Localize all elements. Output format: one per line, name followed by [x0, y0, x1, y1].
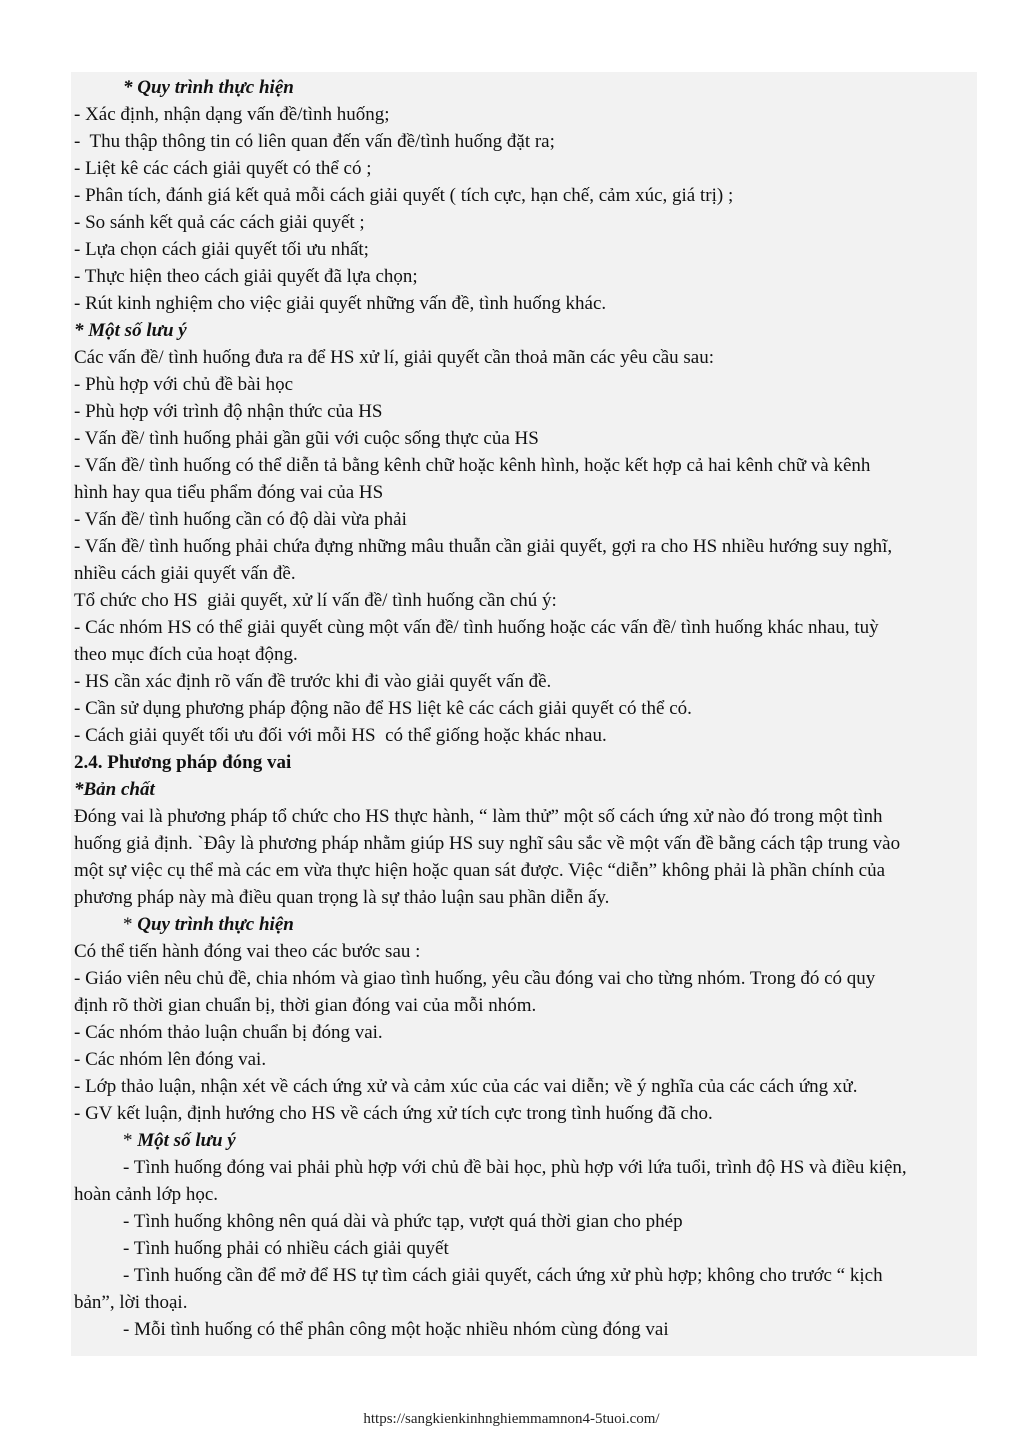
- paragraph-line: - Giáo viên nêu chủ đề, chia nhóm và giao tình huống, yêu cầu đóng vai cho từng nhóm. Trong đó có quy: [74, 968, 876, 989]
- paragraph-line: phương pháp này mà điều quan trọng là sự thảo luận sau phần diễn ấy.: [74, 887, 610, 908]
- heading-marker: *: [123, 914, 138, 935]
- paragraph-line: Tổ chức cho HS giải quyết, xử lí vấn đề/ tình huống cần chú ý:: [74, 590, 557, 611]
- paragraph-line: - Tình huống không nên quá dài và phức tạp, vượt quá thời gian cho phép: [123, 1211, 683, 1232]
- paragraph-line: - Lớp thảo luận, nhận xét về cách ứng xử và cảm xúc của các vai diễn; về ý nghĩa của các cách ứng xử.: [74, 1076, 858, 1097]
- paragraph-line: - Vấn đề/ tình huống có thể diễn tả bằng kênh chữ hoặc kênh hình, hoặc kết hợp cả hai kênh chữ và kênh: [74, 455, 871, 476]
- paragraph-line: - Tình huống đóng vai phải phù hợp với chủ đề bài học, phù hợp với lứa tuổi, trình độ HS và điều kiện,: [123, 1157, 907, 1178]
- section-heading: *Bản chất: [74, 779, 155, 800]
- paragraph-line: bản”, lời thoại.: [74, 1292, 188, 1313]
- section-title: 2.4. Phương pháp đóng vai: [74, 752, 292, 773]
- paragraph-line: hoàn cảnh lớp học.: [74, 1184, 219, 1205]
- section-heading: * Một số lưu ý: [74, 320, 187, 341]
- paragraph-line: - Liệt kê các cách giải quyết có thể có ;: [74, 158, 372, 179]
- paragraph-line: - Rút kinh nghiệm cho việc giải quyết những vấn đề, tình huống khác.: [74, 293, 607, 314]
- paragraph-line: huống giả định. `Đây là phương pháp nhằm giúp HS suy nghĩ sâu sắc về một vấn đề bằng cách tập trung vào: [74, 833, 901, 854]
- heading-text: Một số lưu ý: [137, 1130, 236, 1151]
- heading-text: Quy trình thực hiện: [137, 914, 294, 935]
- paragraph-line: - Vấn đề/ tình huống phải gần gũi với cuộc sống thực của HS: [74, 428, 539, 449]
- paragraph-line: - HS cần xác định rõ vấn đề trước khi đi vào giải quyết vấn đề.: [74, 671, 552, 692]
- paragraph-line: nhiều cách giải quyết vấn đề.: [74, 563, 296, 584]
- paragraph-line: hình hay qua tiểu phẩm đóng vai của HS: [74, 482, 384, 503]
- paragraph-line: - Cần sử dụng phương pháp động não để HS liệt kê các cách giải quyết có thể có.: [74, 698, 692, 719]
- paragraph-line: - Cách giải quyết tối ưu đối với mỗi HS có thể giống hoặc khác nhau.: [74, 725, 607, 746]
- paragraph-line: - Các nhóm lên đóng vai.: [74, 1049, 267, 1070]
- paragraph-line: - Các nhóm HS có thể giải quyết cùng một vấn đề/ tình huống hoặc các vấn đề/ tình huống khác nhau, tuỳ: [74, 617, 879, 638]
- paragraph-line: - Phù hợp với chủ đề bài học: [74, 374, 294, 395]
- section-heading: [74, 911, 973, 938]
- footer-url[interactable]: https://sangkienkinhnghiemmamnon4-5tuoi.com/: [363, 1411, 660, 1427]
- document-page: [71, 72, 977, 1356]
- paragraph-line: - Thực hiện theo cách giải quyết đã lựa chọn;: [74, 266, 418, 287]
- paragraph-line: - Vấn đề/ tình huống phải chứa đựng những mâu thuẫn cần giải quyết, gợi ra cho HS nhiều hướng suy nghĩ,: [74, 536, 893, 557]
- paragraph-line: Có thể tiến hành đóng vai theo các bước sau :: [74, 941, 421, 962]
- paragraph-line: - GV kết luận, định hướng cho HS về cách ứng xử tích cực trong tình huống đã cho.: [74, 1103, 713, 1124]
- paragraph-line: theo mục đích của hoạt động.: [74, 644, 298, 665]
- paragraph-line: Các vấn đề/ tình huống đưa ra để HS xử lí, giải quyết cần thoả mãn các yêu cầu sau:: [74, 347, 715, 368]
- heading-marker: *: [123, 1130, 138, 1151]
- paragraph-line: - Các nhóm thảo luận chuẩn bị đóng vai.: [74, 1022, 383, 1043]
- paragraph-line: - So sánh kết quả các cách giải quyết ;: [74, 212, 365, 233]
- paragraph-line: - Xác định, nhận dạng vấn đề/tình huống;: [74, 104, 390, 125]
- paragraph-line: - Tình huống phải có nhiều cách giải quyết: [123, 1238, 449, 1259]
- paragraph-line: - Phân tích, đánh giá kết quả mỗi cách giải quyết ( tích cực, hạn chế, cảm xúc, giá trị) ;: [74, 185, 734, 206]
- paragraph-line: Đóng vai là phương pháp tổ chức cho HS thực hành, “ làm thử” một số cách ứng xử nào đó trong một tình: [74, 806, 883, 827]
- section-heading: [74, 1127, 973, 1154]
- paragraph-line: - Tình huống cần để mở để HS tự tìm cách giải quyết, cách ứng xử phù hợp; không cho trước “ kịch: [123, 1265, 883, 1286]
- paragraph-line: định rõ thời gian chuẩn bị, thời gian đóng vai của mỗi nhóm.: [74, 995, 537, 1016]
- paragraph-line: - Mỗi tình huống có thể phân công một hoặc nhiều nhóm cùng đóng vai: [123, 1319, 669, 1340]
- paragraph-line: - Lựa chọn cách giải quyết tối ưu nhất;: [74, 239, 369, 260]
- paragraph-line: - Phù hợp với trình độ nhận thức của HS: [74, 401, 383, 422]
- paragraph-line: - Vấn đề/ tình huống cần có độ dài vừa phải: [74, 509, 407, 530]
- section-heading: * Quy trình thực hiện: [123, 77, 294, 98]
- paragraph-line: một sự việc cụ thể mà các em vừa thực hiện hoặc quan sát được. Việc “diễn” không phải là phần chính của: [74, 860, 886, 881]
- paragraph-line: - Thu thập thông tin có liên quan đến vấn đề/tình huống đặt ra;: [74, 131, 555, 152]
